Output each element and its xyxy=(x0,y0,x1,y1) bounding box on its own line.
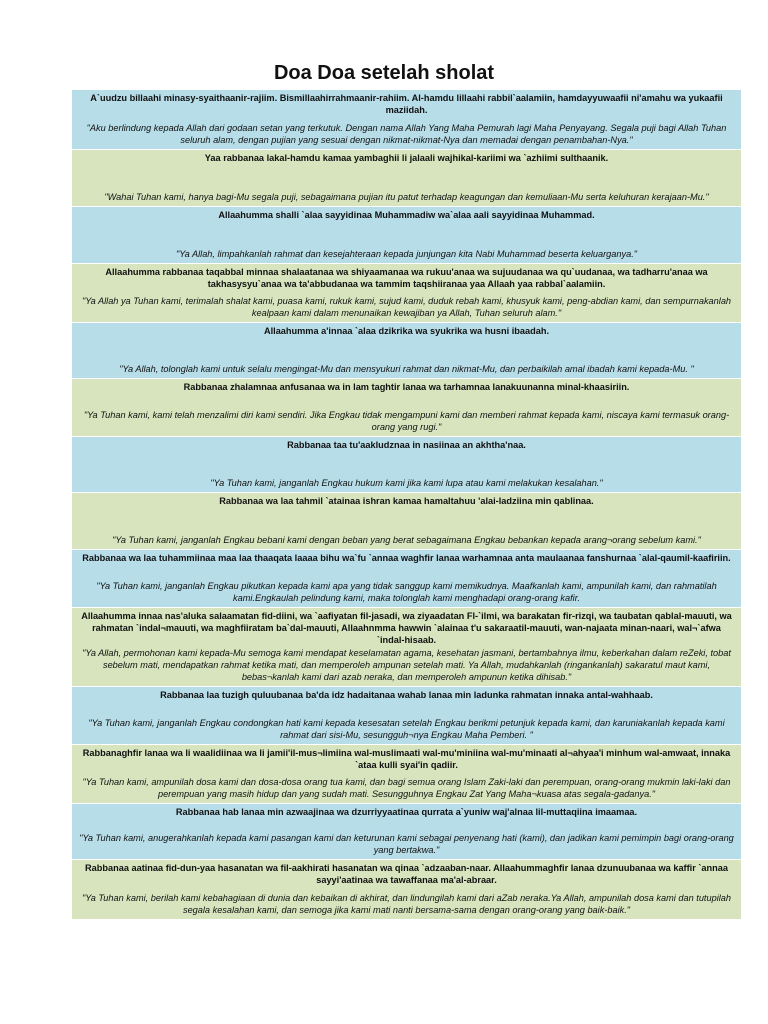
prayer-translation: "Ya Tuhan kami, janganlah Engkau pikutkan kepada kami apa yang tidak sanggup kami memikudnya. Maafkanlah kami, ampunilah kami, dan rahmatilah kami.Engkaulah pelindung kami, maka tolonglah kami menghadapi orang-orang kafir. xyxy=(96,581,717,603)
prayer-row xyxy=(72,804,741,860)
prayer-list xyxy=(72,90,741,920)
prayer-latin: Yaa rabbanaa lakal-hamdu kamaa yambaghii li jalaali wajhikal-kariimi wa `azhiimi sulthaanik. xyxy=(204,153,609,163)
prayer-latin: Rabbanaa taa tu'aakludznaa in nasiinaa an akhtha'naa. xyxy=(287,440,526,450)
prayer-translation: "Ya Allah, tolonglah kami untuk selalu mengingat-Mu dan mensyukuri rahmat dan nikmat-Mu, dan perbaikilah amal ibadah kami kepada-Mu. " xyxy=(119,364,694,374)
prayer-translation: "Ya Allah, limpahkanlah rahmat dan kesejahteraan kepada junjungan kita Nabi Muhammad beserta keluarganya." xyxy=(175,249,638,259)
prayer-row xyxy=(72,150,741,207)
prayer-row xyxy=(72,493,741,550)
prayer-translation: "Ya Tuhan kami, janganlah Engkau hukum kami jika kami lupa atau kami melakukan kesalahan." xyxy=(210,478,603,488)
page-title: Doa Doa setelah sholat xyxy=(273,62,495,84)
prayer-translation: "Ya Tuhan kami, berilah kami kebahagiaan di dunia dan kebaikan di akhirat, dan lindungilah kami dari aZab neraka.Ya Allah, ampunilah dosa kami dan tutupilah segala kesalahan kami, dan semoga jika kami mati nanti bersama-sama dengan orang-orang yang baik-baik." xyxy=(82,893,731,915)
prayer-latin: Rabbanaa aatinaa fid-dun-yaa hasanatan wa fil-aakhirati hasanatan wa qinaa `adzaaban-naar. Allaahummaghfir lanaa dzunuubanaa wa kaffir `annaa sayyi'aatinaa wa tawaffanaa ma'al-abraar. xyxy=(85,863,728,885)
prayer-latin: Rabbanaa wa laa tahmil `atainaa ishran kamaa hamaltahuu 'alai-ladziina min qablinaa. xyxy=(219,496,594,506)
prayer-translation: "Ya Tuhan kami, janganlah Engkau condongkan hati kami kepada kesesatan setelah Engkau berikmi petunjuk kepada kami, dan karuniakanlah kepada kami rahmat dari sisi-Mu, sesungguh¬nya Engkau Maha Pemberi. " xyxy=(88,718,725,740)
prayer-row xyxy=(72,264,741,323)
prayer-latin: Allaahumma rabbanaa taqabbal minnaa shalaatanaa wa shiyaamanaa wa rukuu'anaa wa sujuudanaa wa qu`uudanaa, wa tadharru'anaa wa takhasysyu`anaa wa ta'abbudanaa wa tammim taqshiiranaa yaa Allaah yaa rabbal`aalamiin. xyxy=(105,267,708,289)
prayer-latin: Rabbanaa hab lanaa min azwaajinaa wa dzurriyyaatinaa qurrata a`yuniw waj'alnaa lil-muttaqiina imaamaa. xyxy=(175,807,638,817)
prayer-latin: Rabbanaa zhalamnaa anfusanaa wa in lam taghtir lanaa wa tarhamnaa lanakuunanna minal-khaasiriin. xyxy=(183,382,630,392)
prayer-row xyxy=(72,550,741,608)
prayer-translation: "Ya Tuhan kami, kami telah menzalimi diri kami sendiri. Jika Engkau tidak mengampuni kami dan memberi rahmat kepada kami, niscaya kami termasuk orang-orang yang rugi." xyxy=(83,410,730,432)
prayer-row xyxy=(72,860,741,920)
prayer-row xyxy=(72,608,741,687)
prayer-translation: "Ya Allah, permohonan kami kepada-Mu semoga kami mendapat keselamatan agama, kesehatan jasmani, bertambahnya ilmu, keberkahan dalam reZeki, tobat sebelum mati, mendapatkan rahmat ketika mati, dan memperoleh ampunan setelah mati. Ya Allah, mudahkanlah (ringankanlah) sakaratul maut kami, bebas¬kanlah kami dari azab neraka, dan memperoleh ampunun ketika dihisab." xyxy=(82,648,731,682)
prayer-translation: "Ya Allah ya Tuhan kami, terimalah shalat kami, puasa kami, rukuk kami, sujud kami, duduk rebah kami, khusyuk kami, peng-abdian kami, dan sempurnakanlah kealpaan kami dalam menunaikan kewajiban ya Allah, Tuhan seluruh alam." xyxy=(81,296,732,318)
prayer-translation: "Ya Tuhan kami, janganlah Engkau bebani kami dengan beban yang berat sebagaimana Engkau bebankan kepada arang¬orang sebelum kami." xyxy=(112,535,701,545)
prayer-row xyxy=(72,745,741,804)
prayer-translation: "Aku berlindung kepada Allah dari godaan setan yang terkutuk. Dengan nama Allah Yang Maha Pemurah lagi Maha Penyayang. Segala puji bagi Allah Tuhan seluruh alam, dengan pujian yang sesuai dengan nikmat-nikmat-Nya dan memadai dengan penambahan-Nya." xyxy=(86,123,727,145)
prayer-translation: "Ya Tuhan kami, anugerahkanlah kepada kami pasangan kami dan keturunan kami sebagai penyenang hati (kami), dan jadikan kami pemimpin bagi orang-orang yang bertakwa." xyxy=(79,833,734,855)
prayer-row xyxy=(72,90,741,150)
prayer-row xyxy=(72,323,741,379)
prayer-row xyxy=(72,207,741,264)
prayer-latin: Allaahumma a'innaa `alaa dzikrika wa syukrika wa husni ibaadah. xyxy=(263,326,550,336)
prayer-row xyxy=(72,437,741,493)
prayer-latin: Allaahumma shalli `alaa sayyidinaa Muhammadiw wa`alaa aali sayyidinaa Muhammad. xyxy=(218,210,595,220)
prayer-latin: A`uudzu billaahi minasy-syaithaanir-rajiim. Bismillaahirrahmaanir-rahiim. Al-hamdu lillaahi rabbil`aalamiin, hamdayyuwaafii ni'amahu wa yukaafii maziidah. xyxy=(90,93,723,115)
prayer-latin: Allaahumma innaa nas'aluka salaamatan fid-diini, wa `aafiyatan fil-jasadi, wa ziyaadatan Fl-`ilmi, wa barakatan fir-rizqi, wa taubatan qablal-mauuti, wa rahmatan `indal¬mauuti, wa maghfiiratam ba`dal-mauuti, Allaahnmma hawwin `alainaa t'u sakaraatil-mauuti, wan-najaata minan-naari, wal¬`afwa `indal-hisaab. xyxy=(81,611,732,645)
prayer-row xyxy=(72,379,741,437)
prayer-translation: "Wahai Tuhan kami, hanya bagi-Mu segala puji, sebagaimana pujian itu patut terhadap keagungan dan kemuliaan-Mu serta keluhuran kerajaan-Mu." xyxy=(104,192,709,202)
prayer-latin: Rabbanaa laa tuzigh quluubanaa ba'da idz hadaitanaa wahab lanaa min ladunka rahmatan innaka antal-wahhaab. xyxy=(160,690,653,700)
prayer-latin: Rabbanaghfir lanaa wa li waalidiinaa wa li jamii'il-mus¬limiina wal-muslimaati wal-mu'miniina wal-mu'minaati al¬ahyaa'i minhum wal-amwaat, innaka `ataa kulli syai'in qadiir. xyxy=(82,748,731,770)
prayer-translation: "Ya Tuhan kami, ampunilah dosa kami dan dosa-dosa orang tua kami, dan bagi semua orang Islam Zaki-laki dan perempuan, orang-orang mukmin laki-laki dan perempuan yang masih hidup dan yang sudah mati. Sesungguhnya Engkau Zat Yang Maha¬kuasa atas segala-gadanya." xyxy=(82,777,731,799)
prayer-latin: Rabbanaa wa laa tuhammiinaa maa laa thaaqata laaaa bihu wa`fu `annaa waghfir lanaa warhamnaa anta maulaanaa fanshurnaa `alal-qaumil-kaafiriin. xyxy=(82,553,731,563)
prayer-row xyxy=(72,687,741,745)
